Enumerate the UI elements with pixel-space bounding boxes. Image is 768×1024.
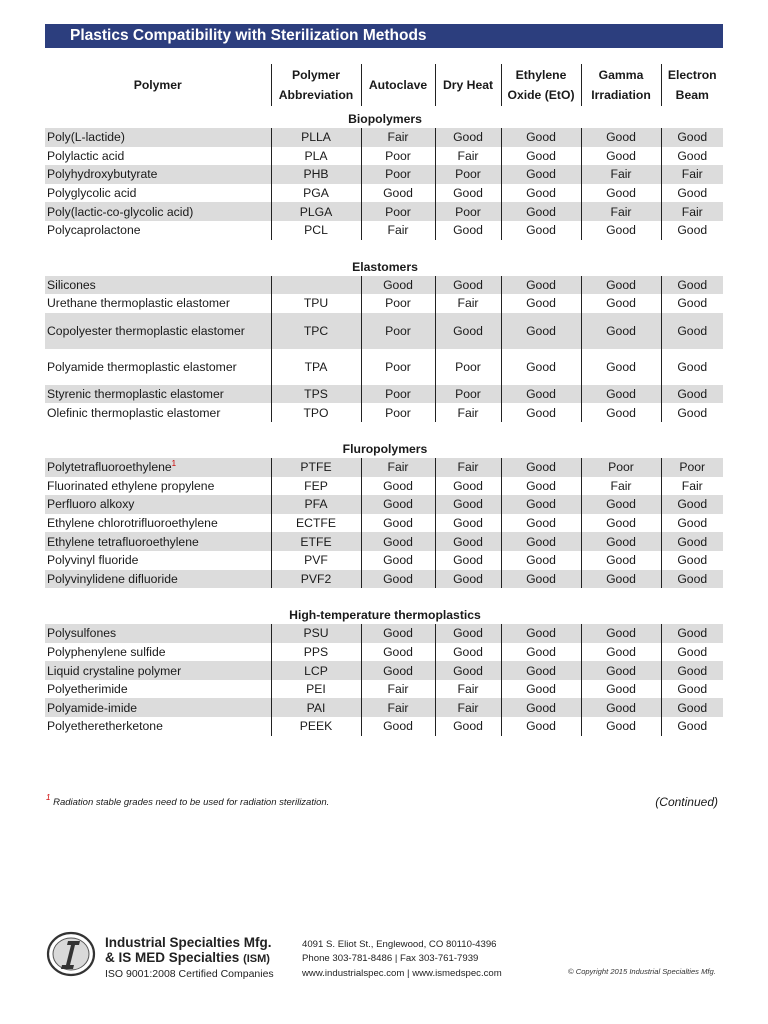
- eto-rating: Good: [501, 661, 581, 680]
- company-name-line2: [105, 950, 274, 967]
- autoclave-rating: Poor: [361, 294, 435, 313]
- websites: www.industrialspec.com | www.ismedspec.com: [302, 967, 502, 979]
- dry-heat-rating: Good: [435, 624, 501, 643]
- polymer-name: Olefinic thermoplastic elastomer: [47, 405, 221, 420]
- electron-beam-rating: Fair: [661, 477, 723, 496]
- electron-beam-rating: Good: [661, 643, 723, 662]
- certification: ISO 9001:2008 Certified Companies: [105, 968, 274, 980]
- polymer-name-cell: [45, 276, 271, 295]
- table-header-row: [45, 64, 723, 106]
- polymer-abbreviation: PLA: [271, 147, 361, 166]
- gamma-rating: Good: [581, 551, 661, 570]
- section-title: Fluropolymers: [45, 432, 723, 458]
- section-spacer: [45, 422, 723, 432]
- autoclave-rating: Good: [361, 551, 435, 570]
- continued-label: (Continued): [655, 795, 718, 809]
- dry-heat-rating: Fair: [435, 458, 501, 477]
- gamma-rating: Good: [581, 680, 661, 699]
- polymer-name: Perfluoro alkoxy: [47, 497, 135, 512]
- eto-rating: Good: [501, 514, 581, 533]
- polymer-name-cell: [45, 661, 271, 680]
- polymer-name: Urethane thermoplastic elastomer: [47, 296, 230, 311]
- compatibility-table: [45, 64, 723, 736]
- polymer-name: Polyamide-imide: [47, 700, 138, 715]
- polymer-abbreviation: TPO: [271, 403, 361, 422]
- polymer-abbreviation: TPA: [271, 349, 361, 385]
- dry-heat-rating: Good: [435, 551, 501, 570]
- gamma-rating: Poor: [581, 458, 661, 477]
- polymer-name: Polyhydroxybutyrate: [47, 167, 158, 182]
- gamma-rating: Good: [581, 349, 661, 385]
- gamma-rating: Good: [581, 624, 661, 643]
- electron-beam-rating: Good: [661, 313, 723, 349]
- polymer-abbreviation: TPC: [271, 313, 361, 349]
- autoclave-rating: Poor: [361, 147, 435, 166]
- section-spacer: [45, 240, 723, 250]
- autoclave-rating: Good: [361, 661, 435, 680]
- electron-beam-rating: Good: [661, 570, 723, 589]
- eto-rating: Good: [501, 202, 581, 221]
- gamma-rating: Good: [581, 643, 661, 662]
- footnote-reference: 1: [171, 459, 177, 469]
- electron-beam-rating: Good: [661, 624, 723, 643]
- polymer-abbreviation: PVF2: [271, 570, 361, 589]
- polymer-name: Polyamide thermoplastic elastomer: [47, 359, 237, 374]
- eto-rating: Good: [501, 680, 581, 699]
- polymer-name-cell: [45, 624, 271, 643]
- eto-rating: Good: [501, 165, 581, 184]
- table-row: [45, 477, 723, 496]
- table-row: [45, 184, 723, 203]
- eto-rating: Good: [501, 221, 581, 240]
- polymer-name-cell: [45, 165, 271, 184]
- contact-block: [302, 938, 502, 981]
- autoclave-rating: Fair: [361, 221, 435, 240]
- dry-heat-rating: Good: [435, 276, 501, 295]
- section-header-row: [45, 432, 723, 458]
- eto-rating: Good: [501, 643, 581, 662]
- polymer-name-cell: [45, 680, 271, 699]
- table-row: [45, 495, 723, 514]
- polymer-name-cell: [45, 147, 271, 166]
- table-row: [45, 458, 723, 477]
- dry-heat-rating: Poor: [435, 202, 501, 221]
- polymer-name: Ethylene chlorotrifluoroethylene: [47, 516, 218, 531]
- polymer-abbreviation: PTFE: [271, 458, 361, 477]
- eto-rating: Good: [501, 385, 581, 404]
- polymer-name: Polylactic acid: [47, 148, 125, 163]
- eto-rating: Good: [501, 532, 581, 551]
- section-title: Biopolymers: [45, 106, 723, 128]
- electron-beam-rating: Good: [661, 147, 723, 166]
- table-row: [45, 514, 723, 533]
- footnote-mark: 1: [46, 793, 51, 802]
- electron-beam-rating: Good: [661, 184, 723, 203]
- polymer-abbreviation: PSU: [271, 624, 361, 643]
- gamma-rating: Good: [581, 276, 661, 295]
- electron-beam-rating: Good: [661, 276, 723, 295]
- autoclave-rating: Good: [361, 570, 435, 589]
- company-name-line1: Industrial Specialties Mfg.: [105, 935, 272, 950]
- gamma-rating: Good: [581, 294, 661, 313]
- footnote-text: Radiation stable grades need to be used for radiation sterilization.: [53, 797, 330, 808]
- section-header-row: [45, 250, 723, 276]
- electron-beam-rating: Good: [661, 551, 723, 570]
- dry-heat-rating: Poor: [435, 165, 501, 184]
- eto-rating: Good: [501, 495, 581, 514]
- polymer-name: Polyvinyl fluoride: [47, 553, 139, 568]
- polymer-name-cell: [45, 184, 271, 203]
- table-row: [45, 349, 723, 385]
- table-row: [45, 532, 723, 551]
- polymer-name: Styrenic thermoplastic elastomer: [47, 387, 224, 402]
- electron-beam-rating: Good: [661, 717, 723, 736]
- gamma-rating: Good: [581, 661, 661, 680]
- polymer-name: Polysulfones: [47, 626, 117, 641]
- polymer-name: Polyvinylidene difluoride: [47, 571, 178, 586]
- dry-heat-rating: Good: [435, 643, 501, 662]
- dry-heat-rating: Good: [435, 221, 501, 240]
- polymer-name-cell: [45, 403, 271, 422]
- polymer-name-cell: [45, 643, 271, 662]
- electron-beam-rating: Fair: [661, 202, 723, 221]
- header-abbreviation: Polymer Abbreviation: [271, 64, 361, 106]
- dry-heat-rating: Fair: [435, 680, 501, 699]
- autoclave-rating: Good: [361, 477, 435, 496]
- phone-fax: Phone 303-781-8486 | Fax 303-761-7939: [302, 953, 479, 965]
- gamma-rating: Good: [581, 385, 661, 404]
- eto-rating: Good: [501, 276, 581, 295]
- gamma-rating: Fair: [581, 477, 661, 496]
- section-header-row: [45, 106, 723, 128]
- dry-heat-rating: Poor: [435, 385, 501, 404]
- dry-heat-rating: Fair: [435, 294, 501, 313]
- page-title: Plastics Compatibility with Sterilization Methods: [45, 24, 723, 48]
- polymer-name: Ethylene tetrafluoroethylene: [47, 534, 199, 549]
- polymer-abbreviation: PEEK: [271, 717, 361, 736]
- eto-rating: Good: [501, 458, 581, 477]
- table-row: [45, 624, 723, 643]
- dry-heat-rating: Poor: [435, 349, 501, 385]
- spacer-cell: [45, 422, 723, 432]
- polymer-name: Polyetheretherketone: [47, 719, 163, 734]
- dry-heat-rating: Good: [435, 514, 501, 533]
- autoclave-rating: Poor: [361, 202, 435, 221]
- electron-beam-rating: Good: [661, 349, 723, 385]
- table-row: [45, 570, 723, 589]
- polymer-name-cell: [45, 698, 271, 717]
- gamma-rating: Good: [581, 514, 661, 533]
- polymer-name: Polycaprolactone: [47, 223, 141, 238]
- company-abbr: (ISM): [243, 953, 270, 965]
- polymer-abbreviation: TPS: [271, 385, 361, 404]
- table-row: [45, 403, 723, 422]
- electron-beam-rating: Fair: [661, 165, 723, 184]
- autoclave-rating: Good: [361, 276, 435, 295]
- eto-rating: Good: [501, 477, 581, 496]
- electron-beam-rating: Good: [661, 128, 723, 147]
- copyright: © Copyright 2015 Industrial Specialties Mfg.: [568, 967, 716, 976]
- table-row: [45, 661, 723, 680]
- table-row: [45, 385, 723, 404]
- address: 4091 S. Eliot St., Englewood, CO 80110-4396: [302, 939, 497, 950]
- table-row: [45, 294, 723, 313]
- company-name-line2-text: & IS MED Specialties: [105, 950, 240, 965]
- polymer-name-cell: [45, 514, 271, 533]
- polymer-name-cell: [45, 221, 271, 240]
- table-row: [45, 643, 723, 662]
- dry-heat-rating: Good: [435, 477, 501, 496]
- autoclave-rating: Poor: [361, 349, 435, 385]
- section-header-row: [45, 598, 723, 624]
- polymer-abbreviation: TPU: [271, 294, 361, 313]
- autoclave-rating: Good: [361, 495, 435, 514]
- autoclave-rating: Fair: [361, 458, 435, 477]
- table-row: [45, 128, 723, 147]
- polymer-name: Poly(lactic-co-glycolic acid): [47, 204, 194, 219]
- dry-heat-rating: Fair: [435, 698, 501, 717]
- eto-rating: Good: [501, 349, 581, 385]
- polymer-name-cell: [45, 551, 271, 570]
- polymer-name-cell: [45, 495, 271, 514]
- electron-beam-rating: Good: [661, 514, 723, 533]
- table-body: [45, 106, 723, 736]
- table-row: [45, 698, 723, 717]
- polymer-abbreviation: ETFE: [271, 532, 361, 551]
- polymer-abbreviation: PEI: [271, 680, 361, 699]
- autoclave-rating: Good: [361, 184, 435, 203]
- table-row: [45, 276, 723, 295]
- footnote: [46, 793, 330, 808]
- eto-rating: Good: [501, 698, 581, 717]
- table-row: [45, 551, 723, 570]
- gamma-rating: Good: [581, 128, 661, 147]
- header-dry-heat: Dry Heat: [435, 64, 501, 106]
- polymer-abbreviation: [271, 276, 361, 295]
- table-row: [45, 202, 723, 221]
- polymer-name: Polyetherimide: [47, 682, 128, 697]
- gamma-rating: Good: [581, 184, 661, 203]
- polymer-name: Poly(L-lactide): [47, 130, 125, 145]
- dry-heat-rating: Fair: [435, 403, 501, 422]
- eto-rating: Good: [501, 717, 581, 736]
- header-gamma: Gamma Irradiation: [581, 64, 661, 106]
- eto-rating: Good: [501, 570, 581, 589]
- dry-heat-rating: Good: [435, 128, 501, 147]
- polymer-abbreviation: LCP: [271, 661, 361, 680]
- header-electron-beam: Electron Beam: [661, 64, 723, 106]
- polymer-name: Fluorinated ethylene propylene: [47, 478, 215, 493]
- autoclave-rating: Good: [361, 514, 435, 533]
- header-polymer: Polymer: [133, 78, 182, 92]
- polymer-abbreviation: FEP: [271, 477, 361, 496]
- polymer-abbreviation: PCL: [271, 221, 361, 240]
- polymer-abbreviation: PLGA: [271, 202, 361, 221]
- eto-rating: Good: [501, 551, 581, 570]
- polymer-name-cell: [45, 128, 271, 147]
- eto-rating: Good: [501, 294, 581, 313]
- polymer-abbreviation: PPS: [271, 643, 361, 662]
- electron-beam-rating: Good: [661, 294, 723, 313]
- dry-heat-rating: Good: [435, 184, 501, 203]
- dry-heat-rating: Good: [435, 532, 501, 551]
- polymer-name-cell: [45, 313, 271, 349]
- table-row: [45, 717, 723, 736]
- gamma-rating: Good: [581, 717, 661, 736]
- dry-heat-rating: Fair: [435, 147, 501, 166]
- polymer-name-cell: [45, 477, 271, 496]
- gamma-rating: Fair: [581, 202, 661, 221]
- polymer-name: Silicones: [47, 277, 96, 292]
- autoclave-rating: Good: [361, 643, 435, 662]
- section-title: High-temperature thermoplastics: [45, 598, 723, 624]
- autoclave-rating: Fair: [361, 680, 435, 699]
- gamma-rating: Good: [581, 403, 661, 422]
- gamma-rating: Good: [581, 570, 661, 589]
- autoclave-rating: Poor: [361, 313, 435, 349]
- autoclave-rating: Poor: [361, 165, 435, 184]
- gamma-rating: Good: [581, 532, 661, 551]
- autoclave-rating: Fair: [361, 128, 435, 147]
- electron-beam-rating: Good: [661, 385, 723, 404]
- spacer-cell: [45, 588, 723, 598]
- table-row: [45, 313, 723, 349]
- electron-beam-rating: Poor: [661, 458, 723, 477]
- gamma-rating: Good: [581, 495, 661, 514]
- polymer-name-cell: [45, 294, 271, 313]
- polymer-name-cell: [45, 570, 271, 589]
- table-row: [45, 680, 723, 699]
- polymer-name: Copolyester thermoplastic elastomer: [47, 323, 245, 338]
- eto-rating: Good: [501, 313, 581, 349]
- electron-beam-rating: Good: [661, 403, 723, 422]
- polymer-name-cell: [45, 717, 271, 736]
- dry-heat-rating: Good: [435, 570, 501, 589]
- company-block: [105, 935, 274, 981]
- dry-heat-rating: Good: [435, 313, 501, 349]
- polymer-name: Liquid crystaline polymer: [47, 663, 182, 678]
- autoclave-rating: Good: [361, 717, 435, 736]
- autoclave-rating: Good: [361, 624, 435, 643]
- eto-rating: Good: [501, 624, 581, 643]
- polymer-name-cell: [45, 385, 271, 404]
- polymer-name-cell: [45, 202, 271, 221]
- header-autoclave: Autoclave: [361, 64, 435, 106]
- autoclave-rating: Poor: [361, 385, 435, 404]
- polymer-abbreviation: ECTFE: [271, 514, 361, 533]
- header-eto: Ethylene Oxide (EtO): [501, 64, 581, 106]
- electron-beam-rating: Good: [661, 680, 723, 699]
- polymer-abbreviation: PHB: [271, 165, 361, 184]
- polymer-abbreviation: PVF: [271, 551, 361, 570]
- polymer-name-cell: [45, 532, 271, 551]
- polymer-abbreviation: PLLA: [271, 128, 361, 147]
- polymer-abbreviation: PFA: [271, 495, 361, 514]
- polymer-name: Polyphenylene sulfide: [47, 644, 166, 659]
- eto-rating: Good: [501, 147, 581, 166]
- gamma-rating: Fair: [581, 165, 661, 184]
- eto-rating: Good: [501, 403, 581, 422]
- autoclave-rating: Fair: [361, 698, 435, 717]
- polymer-name: Polyglycolic acid: [47, 186, 137, 201]
- section-title: Elastomers: [45, 250, 723, 276]
- electron-beam-rating: Good: [661, 495, 723, 514]
- electron-beam-rating: Good: [661, 532, 723, 551]
- gamma-rating: Good: [581, 698, 661, 717]
- dry-heat-rating: Good: [435, 661, 501, 680]
- section-spacer: [45, 588, 723, 598]
- polymer-abbreviation: PGA: [271, 184, 361, 203]
- polymer-name: Polytetrafluoroethylene: [47, 460, 172, 475]
- eto-rating: Good: [501, 128, 581, 147]
- polymer-name-cell: [45, 458, 271, 477]
- electron-beam-rating: Good: [661, 698, 723, 717]
- dry-heat-rating: Good: [435, 495, 501, 514]
- autoclave-rating: Poor: [361, 403, 435, 422]
- spacer-cell: [45, 240, 723, 250]
- gamma-rating: Good: [581, 313, 661, 349]
- electron-beam-rating: Good: [661, 661, 723, 680]
- eto-rating: Good: [501, 184, 581, 203]
- polymer-abbreviation: PAI: [271, 698, 361, 717]
- gamma-rating: Good: [581, 221, 661, 240]
- gamma-rating: Good: [581, 147, 661, 166]
- company-logo-icon: [46, 931, 96, 977]
- electron-beam-rating: Good: [661, 221, 723, 240]
- dry-heat-rating: Good: [435, 717, 501, 736]
- table-row: [45, 147, 723, 166]
- table-row: [45, 165, 723, 184]
- autoclave-rating: Good: [361, 532, 435, 551]
- polymer-name-cell: [45, 349, 271, 385]
- table-row: [45, 221, 723, 240]
